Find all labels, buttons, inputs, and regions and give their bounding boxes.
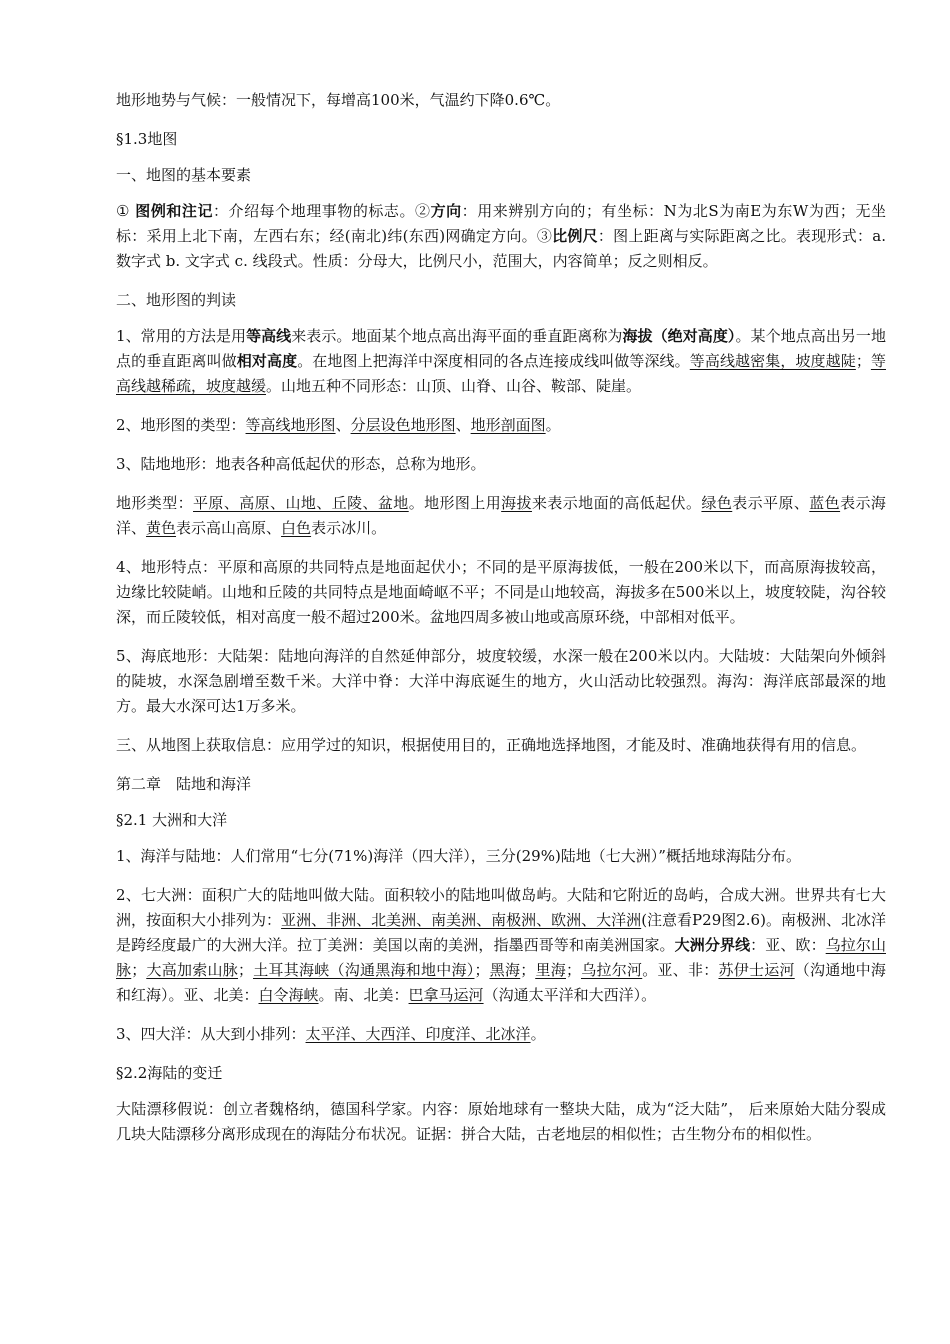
underlined-term: 平原、高原、山地、丘陵、盆地 [193, 494, 409, 512]
text-run: 一、地图的基本要素 [116, 166, 252, 184]
text-run: 表示高山高原、 [176, 519, 282, 537]
bold-term: 大洲分界线 [674, 936, 751, 954]
underlined-term: 白色 [281, 519, 312, 537]
document-page [116, 88, 886, 1161]
text-run: 3、四大洋：从大到小排列： [116, 1025, 306, 1043]
text-run: 。南、北美： [318, 986, 409, 1004]
underlined-term: 分层设色地形图 [350, 416, 456, 434]
text-run: 。 [530, 1025, 546, 1043]
text-run: 第二章 陆地和海洋 [116, 775, 252, 793]
chapter2-heading [116, 772, 886, 797]
text-run: 、 [335, 416, 351, 434]
sec13-heading [116, 127, 886, 152]
text-run: ：用来辨别方向的；有坐标：N为北S为南E为东W为西；无坐标：采用上北下南，左西右东；经(南北)纬(东西)网确定方向。③ [116, 202, 886, 245]
text-run: ① [116, 202, 136, 220]
underlined-term: 等高线越密集，坡度越陡 [689, 352, 856, 370]
bold-term: 海拔（绝对高度） [622, 327, 736, 345]
underlined-term: 白令海峡 [258, 986, 319, 1004]
text-run: 。 [545, 416, 561, 434]
text-run: 3、陆地地形：地表各种高低起伏的形态，总称为地形。 [116, 455, 486, 473]
bold-term: 图例和注记 [135, 202, 213, 220]
text-run: 1、海洋与陆地：人们常用“七分(71%)海洋（四大洋），三分(29%)陆地（七大洲）”概括地球海陆分布。 [116, 847, 801, 865]
text-run: 来表示。地面某个地点高出海平面的垂直距离称为 [291, 327, 623, 345]
text-run: 三、从地图上获取信息：应用学过的知识，根据使用目的，正确地选择地图，才能及时、准确地获得有用的信息。 [116, 736, 867, 754]
text-run: 。山地五种不同形态：山顶、山脊、山谷、鞍部、陡崖。 [266, 377, 642, 395]
drift-paragraph [116, 1097, 886, 1147]
underlined-term: 蓝色 [809, 494, 841, 512]
underlined-term: 太平洋、大西洋、印度洋、北冰洋 [305, 1025, 531, 1043]
text-run: （沟通地中海和红海）。亚、北美： [116, 961, 886, 1004]
text-run: 。地形图上用 [408, 494, 502, 512]
text-run: 地形地势与气候：一般情况下，每增高100米，气温约下降0.6℃。 [116, 91, 561, 109]
climate-paragraph [116, 88, 886, 113]
reading-head-heading [116, 288, 886, 313]
text-run: ； [238, 961, 254, 979]
text-run: §2.1 大洲和大洋 [116, 811, 228, 829]
elements-paragraph [116, 199, 886, 274]
underlined-term: 巴拿马运河 [408, 986, 484, 1004]
underlined-term: 苏伊士运河 [718, 961, 795, 979]
seafloor-paragraph [116, 644, 886, 719]
underlined-term: 大高加索山脉 [146, 961, 238, 979]
text-run: （沟通太平洋和大西洋）。 [483, 986, 657, 1004]
underlined-term: 亚洲、非洲、北美洲、南美洲、南极洲、欧洲、大洋洲 [281, 911, 642, 929]
landform-types-paragraph [116, 491, 886, 541]
text-run: ； [855, 352, 871, 370]
text-run: ； [474, 961, 490, 979]
text-run: 1、常用的方法是用 [116, 327, 247, 345]
underlined-term: 等高线越稀疏，坡度越缓 [116, 352, 886, 395]
text-run: 表示冰川。 [311, 519, 387, 537]
text-run: §2.2海陆的变迁 [116, 1064, 223, 1082]
text-run: 、 [455, 416, 471, 434]
text-run: ：亚、欧： [750, 936, 826, 954]
landform-def-paragraph [116, 452, 886, 477]
ratio-paragraph [116, 844, 886, 869]
text-run: ； [565, 961, 581, 979]
underlined-term: 里海 [535, 961, 566, 979]
sec22-heading [116, 1061, 886, 1086]
underlined-term: 等高线地形图 [245, 416, 336, 434]
elements-head-heading [116, 163, 886, 188]
map-types-paragraph [116, 413, 886, 438]
text-run: 。某个地点高出另一地点的垂直距离叫做 [116, 327, 886, 370]
text-run: ； [131, 961, 147, 979]
features-paragraph [116, 555, 886, 630]
text-run: (注意看P29图2.6)。南极洲、北冰洋是跨经度最广的大洲大洋。拉丁美洲：美国以南的美洲，指墨西哥等和南美洲国家。 [116, 911, 886, 954]
bold-term: 方向 [430, 202, 462, 220]
underlined-term: 黑海 [489, 961, 521, 979]
bold-term: 比例尺 [552, 227, 598, 245]
text-run: ； [520, 961, 536, 979]
underlined-term: 乌拉尔山脉 [116, 936, 886, 979]
text-run: 大陆漂移假说：创立者魏格纳，德国科学家。内容：原始地球有一整块大陆，成为“泛大陆”， 后来原始大陆分裂成几块大陆漂移分离形成现在的海陆分布状况。证据：拼合大陆，古老地层的相似性；古生物分布的相似性。 [116, 1100, 886, 1143]
contour-paragraph [116, 324, 886, 399]
bold-term: 等高线 [246, 327, 292, 345]
text-run: ：图上距离与实际距离之比。表现形式：a.数字式 b. 文字式 c. 线段式。性质：分母大，比例尺小，范围大，内容简单；反之则相反。 [116, 227, 886, 270]
text-run: 二、地形图的判读 [116, 291, 237, 309]
underlined-term: 地形剖面图 [470, 416, 546, 434]
info-paragraph [116, 733, 886, 758]
oceans-paragraph [116, 1022, 886, 1047]
underlined-term: 绿色 [701, 494, 733, 512]
text-run: 来表示地面的高低起伏。 [531, 494, 702, 512]
underlined-term: 海拔 [501, 494, 532, 512]
bold-term: 相对高度 [236, 352, 298, 370]
text-run: 5、海底地形：大陆架：陆地向海洋的自然延伸部分，坡度较缓，水深一般在200米以内。大陆坡：大陆架向外倾斜的陡坡，水深急剧增至数千米。大洋中脊：大洋中海底诞生的地方，火山活动比较强烈。海沟：海洋底部最深的地方。最大水深可达1万多米。 [116, 647, 886, 715]
sec21-heading [116, 808, 886, 833]
text-run: 表示海洋、 [116, 494, 886, 537]
text-run: 。在地图上把海洋中深度相同的各点连接成线叫做等深线。 [297, 352, 690, 370]
text-run: 。亚、非： [642, 961, 719, 979]
text-run: ：介绍每个地理事物的标志。② [213, 202, 431, 220]
text-run: 地形类型： [116, 494, 194, 512]
text-run: 表示平原、 [732, 494, 810, 512]
text-run: 2、七大洲：面积广大的陆地叫做大陆。面积较小的陆地叫做岛屿。大陆和它附近的岛屿，合成大洲。世界共有七大洲，按面积大小排列为： [116, 886, 886, 929]
underlined-term: 土耳其海峡（沟通黑海和地中海） [253, 961, 475, 979]
underlined-term: 乌拉尔河 [581, 961, 643, 979]
continents-paragraph [116, 883, 886, 1008]
text-run: §1.3地图 [116, 130, 178, 148]
text-run: 4、地形特点：平原和高原的共同特点是地面起伏小；不同的是平原海拔低，一般在200米以下，而高原海拔较高，边缘比较陡峭。山地和丘陵的共同特点是地面崎岖不平；不同是山地较高，海拔多在500米以上，坡度较陡，沟谷较深，而丘陵较低，相对高度一般不超过200米。盆地四周多被山地或高原环绕，中部相对低平。 [116, 558, 886, 626]
text-run: 2、地形图的类型： [116, 416, 246, 434]
underlined-term: 黄色 [146, 519, 177, 537]
